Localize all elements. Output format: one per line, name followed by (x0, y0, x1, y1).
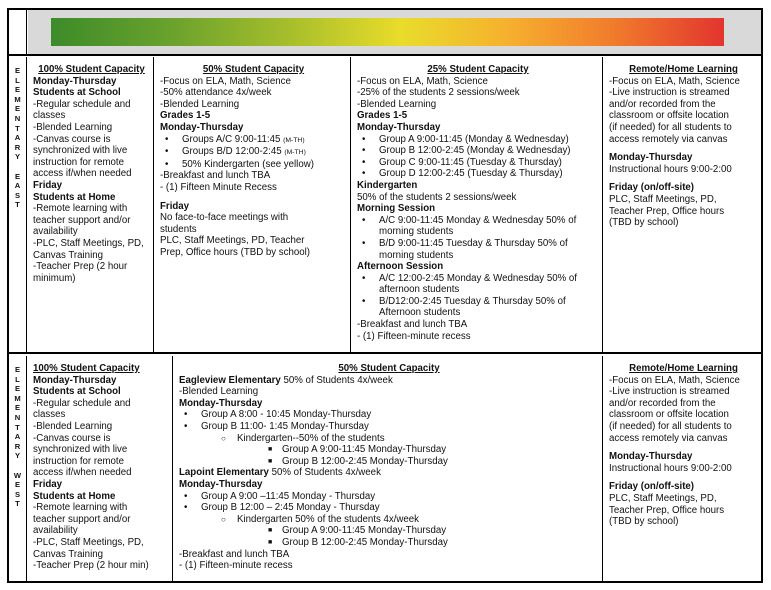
line: -25% of the students 2 sessions/week (357, 87, 520, 99)
side-letter: L (15, 75, 20, 85)
line: Teacher Prep, Office hours (609, 504, 725, 516)
list-item: • 50% Kindergarten (see yellow) (160, 159, 347, 171)
line: -Breakfast and lunch TBA (160, 170, 271, 182)
side-letter: E (14, 384, 21, 394)
school-name: Lapoint Elementary (179, 467, 269, 479)
afternoon-list (357, 273, 599, 319)
line: PLC, Staff Meetings, PD, Teacher (160, 235, 305, 247)
line: -Blended Learning (179, 386, 259, 398)
east-100-capacity-cell (28, 57, 154, 352)
side-letter: R (14, 441, 21, 451)
afternoon-session-heading: Afternoon Session (357, 261, 444, 273)
side-letter: T (15, 200, 20, 210)
days-heading: Monday-Thursday (33, 75, 117, 87)
side-letter: R (14, 142, 21, 152)
line: access remotely via canvas (609, 432, 728, 444)
days-heading: Monday-Thursday (179, 478, 263, 490)
column-title: 25% Student Capacity (427, 64, 529, 75)
line: -Blended Learning (33, 121, 113, 133)
school-name: Eagleview Elementary (179, 374, 281, 386)
line: instruction for remote (33, 156, 124, 168)
list-item: ○ Kindergarten 50% of the students 4x/week (179, 514, 599, 526)
side-letter: A (14, 181, 21, 191)
list-item: • Group B 12:00-2:45 (Monday & Wednesday) (357, 145, 599, 157)
line: -Remote learning with (33, 203, 128, 215)
line: - (1) Fifteen-minute recess (179, 560, 293, 572)
list-item: ■ Group A 9:00-11:45 Monday-Thursday (179, 444, 599, 456)
list-item: ■ Group B 12:00-2:45 Monday-Thursday (179, 537, 599, 549)
side-letter: E (14, 480, 21, 490)
line: classes (33, 409, 66, 421)
side-letter: N (14, 412, 21, 422)
elementary-east-label (9, 57, 27, 352)
morning-session-heading: Morning Session (357, 203, 436, 215)
list-item: • A/C 12:00-2:45 Monday & Wednesday 50% of afternoon students (357, 273, 599, 296)
line: classes (33, 110, 66, 122)
west-50-capacity-cell (174, 356, 603, 581)
side-letter: E (14, 85, 21, 95)
line: classroom or offsite location (609, 110, 729, 122)
elementary-west-row (9, 356, 761, 581)
side-letter: E (14, 104, 21, 114)
side-letter: E (14, 365, 21, 374)
friday-heading: Friday (on/off-site) (609, 481, 695, 493)
line: instruction for remote (33, 455, 124, 467)
line: (TBD by school) (609, 217, 679, 229)
side-letter: E (14, 171, 21, 181)
side-letter: S (14, 489, 21, 499)
students-at-home-heading: Students at Home (33, 191, 116, 203)
days-heading: Monday-Thursday (609, 152, 693, 164)
friday-heading: Friday (on/off-site) (609, 182, 695, 194)
side-letter: A (14, 133, 21, 143)
line: access if/when needed (33, 467, 132, 479)
header-corner-cell (9, 10, 27, 54)
side-letter: E (14, 66, 21, 75)
days-heading: Monday-Thursday (33, 374, 117, 386)
days-heading: Monday-Thursday (609, 451, 693, 463)
list-item: ○ Kindergarten--50% of the students (179, 433, 599, 445)
side-letter: T (15, 123, 20, 133)
list-item: • Group D 12:00-2:45 (Tuesday & Thursday) (357, 168, 599, 180)
line: PLC, Staff Meetings, PD, (609, 492, 717, 504)
group-list (160, 134, 347, 171)
side-letter: N (14, 113, 21, 123)
line: classroom or offsite location (609, 409, 729, 421)
column-title: 50% Student Capacity (202, 64, 305, 75)
line: -PLC, Staff Meetings, PD, (33, 536, 144, 548)
line: Canvas Training (33, 249, 104, 261)
line: No face-to-face meetings with (160, 212, 289, 224)
side-letter (9, 461, 26, 471)
west-remote-cell (604, 356, 761, 581)
east-50-capacity-cell (155, 57, 351, 352)
line: -Focus on ELA, Math, Science (609, 75, 740, 87)
side-letter: M (14, 94, 21, 104)
list-item: • Group C 9:00-11:45 (Tuesday & Thursday) (357, 157, 599, 169)
list-item: • Groups A/C 9:00-11:45 (M-TH) (160, 134, 347, 147)
line: -Teacher Prep (2 hour (33, 261, 128, 273)
line: -Focus on ELA, Math, Science (160, 75, 291, 87)
line: access remotely via canvas (609, 133, 728, 145)
line: -Canvas course is (33, 133, 111, 145)
days-heading: Monday-Thursday (160, 121, 244, 133)
line: -PLC, Staff Meetings, PD, (33, 237, 144, 249)
line: PLC, Staff Meetings, PD, (609, 193, 717, 205)
line: and/or recorded from the (609, 397, 716, 409)
east-25-capacity-cell (352, 57, 603, 352)
students-at-school-heading: Students at School (33, 87, 121, 99)
line: students (160, 223, 197, 235)
list-item: ■ Group B 12:00-2:45 Monday-Thursday (179, 456, 599, 468)
line: -Blended Learning (160, 98, 240, 110)
side-letter: W (13, 470, 22, 480)
line: (if needed) for all students to (609, 420, 732, 432)
side-letter: T (15, 499, 20, 509)
line: -Teacher Prep (2 hour min) (33, 560, 149, 572)
line: Instructional hours 9:00-2:00 (609, 462, 732, 474)
line: -50% attendance 4x/week (160, 87, 272, 99)
east-remote-cell (604, 57, 761, 352)
line: access if/when needed (33, 168, 132, 180)
line: -Blended Learning (33, 420, 113, 432)
students-at-home-heading: Students at Home (33, 490, 116, 502)
kinder-list (179, 433, 599, 445)
header-row (9, 10, 761, 56)
side-letter: L (15, 374, 20, 384)
friday-heading: Friday (33, 179, 63, 191)
line: teacher support and/or (33, 513, 131, 525)
line: -Live instruction is streamed (609, 386, 730, 398)
list-item: ■ Group A 9:00-11:45 Monday-Thursday (179, 525, 599, 537)
group-list (357, 134, 599, 180)
column-title: Remote/Home Learning (629, 64, 738, 75)
line: 50% of the students 2 sessions/week (357, 191, 517, 203)
line: -Canvas course is (33, 432, 111, 444)
line: (if needed) for all students to (609, 121, 732, 133)
line: - (1) Fifteen Minute Recess (160, 181, 277, 193)
line: -Focus on ELA, Math, Science (357, 75, 488, 87)
list-item: • Group A 8:00 - 10:45 Monday-Thursday (179, 409, 599, 421)
line: Instructional hours 9:00-2:00 (609, 163, 732, 175)
lapoint-heading-line: Lapoint Elementary 50% of Students 4x/week (179, 467, 381, 479)
side-letter (9, 162, 26, 172)
line: -Focus on ELA, Math, Science (609, 374, 740, 386)
kinder-group-list (179, 525, 599, 548)
list-item: • Group B 12:00 – 2:45 Monday - Thursday (179, 502, 599, 514)
line: -Breakfast and lunch TBA (357, 319, 468, 331)
line: - (1) Fifteen-minute recess (357, 330, 471, 342)
line: -Remote learning with (33, 502, 128, 514)
line: synchronized with live (33, 444, 128, 456)
kinder-group-list (179, 444, 599, 467)
line: Prep, Office hours (TBD by school) (160, 246, 311, 258)
line: -Live instruction is streamed (609, 87, 730, 99)
line: and/or recorded from the (609, 98, 716, 110)
list-item: • Group A 9:00-11:45 (Monday & Wednesday) (357, 134, 599, 146)
line: minimum) (33, 272, 76, 284)
friday-heading: Friday (33, 478, 63, 490)
line: teacher support and/or (33, 214, 131, 226)
morning-list (357, 215, 599, 261)
elementary-west-label (9, 356, 27, 581)
list-item: • B/D 9:00-11:45 Tuesday & Thursday 50% of morning students (357, 238, 599, 261)
list-item: • A/C 9:00-11:45 Monday & Wednesday 50% of morning students (357, 215, 599, 238)
schedule-table (7, 8, 763, 583)
side-letter: M (14, 393, 21, 403)
west-100-capacity-cell (28, 356, 173, 581)
capacity-gradient-bar (51, 18, 724, 46)
eagleview-heading-line: Eagleview Elementary 50% of Students 4x/week (179, 374, 393, 386)
line: (TBD by school) (609, 516, 679, 528)
side-letter: Y (14, 152, 21, 162)
students-at-school-heading: Students at School (33, 386, 121, 398)
side-letter: A (14, 432, 21, 442)
group-list (179, 409, 599, 432)
kindergarten-heading: Kindergarten (357, 179, 418, 191)
list-item: • Groups B/D 12:00-2:45 (M-TH) (160, 146, 347, 159)
column-title: 100% Student Capacity (38, 64, 145, 75)
group-list (179, 491, 599, 514)
side-letter: S (14, 190, 21, 200)
grades-heading: Grades 1-5 (357, 110, 408, 122)
header-gradient-cell (28, 10, 761, 54)
line: Teacher Prep, Office hours (609, 205, 725, 217)
kinder-list (179, 514, 599, 526)
column-title: 50% Student Capacity (338, 363, 440, 374)
line: availability (33, 525, 78, 537)
days-heading: Monday-Thursday (179, 397, 263, 409)
line: availability (33, 226, 78, 238)
list-item: • B/D12:00-2:45 Tuesday & Thursday 50% of Afternoon students (357, 296, 599, 319)
side-letter: T (15, 422, 20, 432)
elementary-east-row (9, 57, 761, 354)
line: -Regular schedule and (33, 397, 131, 409)
line: -Regular schedule and (33, 98, 131, 110)
list-item: • Group A 9:00 –11:45 Monday - Thursday (179, 491, 599, 503)
days-heading: Monday-Thursday (357, 121, 441, 133)
friday-heading: Friday (160, 200, 190, 212)
side-letter: Y (14, 451, 21, 461)
side-letter: E (14, 403, 21, 413)
grades-heading: Grades 1-5 (160, 110, 211, 122)
line: -Breakfast and lunch TBA (179, 548, 290, 560)
column-title: 100% Student Capacity (33, 363, 140, 374)
line: Canvas Training (33, 548, 104, 560)
line: -Blended Learning (357, 98, 437, 110)
line: synchronized with live (33, 145, 128, 157)
column-title: Remote/Home Learning (629, 363, 738, 374)
list-item: • Group B 11:00- 1:45 Monday-Thursday (179, 421, 599, 433)
